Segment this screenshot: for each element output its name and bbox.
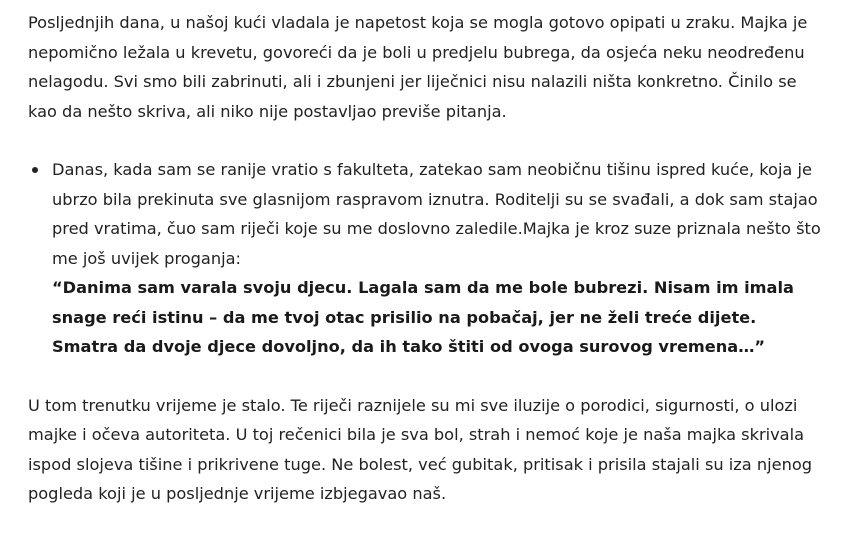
list-item (52, 155, 826, 362)
bullet-dot-icon (32, 167, 38, 173)
mother-quote: “Danima sam varala svoju djecu. Lagala sam da me bole bubrezi. Nisam im imala snage reći istinu – da me tvoj otac prisilio na pobačaj, jer ne želi treće dijete. Smatra da dvoje djece dovoljno, da ih tako štiti od ovoga surovog vremena…” (52, 278, 794, 356)
list-item-text: Danas, kada sam se ranije vratio s fakulteta, zatekao sam neobičnu tišinu ispred kuće, koja je ubrzo bila prekinuta sve glasnijom raspravom iznutra. Roditelji su se svađali, a dok sam stajao pred vratima, čuo sam riječi koje su me doslovno zaledile.Majka je kroz suze priznala nešto što me još uvijek proganja: (52, 160, 821, 268)
bullet-list (28, 155, 826, 362)
article-paragraph-1: Posljednjih dana, u našoj kući vladala je napetost koja se mogla gotovo opipati u zraku. Majka je nepomično ležala u krevetu, govoreći da je boli u predjelu bubrega, da osjeća neku neodređenu nelagodu. Svi smo bili zabrinuti, ali i zbunjeni jer liječnici nisu nalazili ništa konkretno. Činilo se kao da nešto skriva, ali niko nije postavljao previše pitanja. (28, 13, 808, 121)
article-paragraph-2: U tom trenutku vrijeme je stalo. Te riječi raznijele su mi sve iluzije o porodici, sigurnosti, o ulozi majke i očeva autoriteta. U toj rečenici bila je sva bol, strah i nemoć koje je naša majka skrivala ispod slojeva tišine i prikrivene tuge. Ne bolest, već gubitak, pritisak i prisila stajali su iza njenog pogleda koji je u posljednje vrijeme izbjegavao naš. (28, 395, 813, 503)
